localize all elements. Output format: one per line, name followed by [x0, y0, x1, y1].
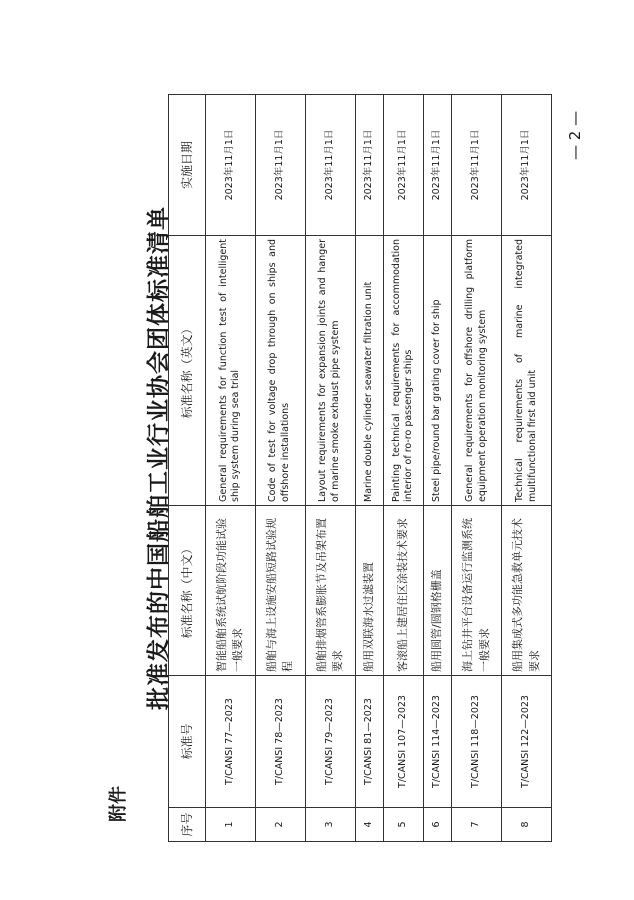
standards-table: [168, 94, 552, 842]
row-code: T/CANSI 78—2023: [255, 676, 305, 808]
row-date: 2023年11月1日: [206, 95, 256, 236]
row-name-cn: 船用双联海水过滤装置: [355, 506, 383, 676]
row-date: 2023年11月1日: [255, 95, 305, 236]
header-name-cn: 标准名称（中文）: [169, 506, 206, 676]
row-name-cn: 船舶与海上设施安船短路试验规程: [255, 506, 305, 676]
table-row: [355, 95, 383, 842]
row-code: T/CANSI 107—2023: [383, 676, 423, 808]
header-code: 标准号: [169, 676, 206, 808]
row-name-cn: 船用圆管/圆钢格栅盖: [423, 506, 451, 676]
row-name-en: Technical requirements of marine integrated multifunctional first aid unit: [502, 236, 552, 506]
attachment-label: 附件: [108, 786, 129, 822]
table-row: [383, 95, 423, 842]
row-code: T/CANSI 77—2023: [206, 676, 256, 808]
row-date: 2023年11月1日: [502, 95, 552, 236]
row-code: T/CANSI 79—2023: [305, 676, 355, 808]
standards-table-wrapper: [168, 95, 552, 842]
row-name-en: General requirements for offshore drilling platform equipment operation monitoring system: [452, 236, 502, 506]
row-code: T/CANSI 118—2023: [452, 676, 502, 808]
row-name-en: Painting technical requirements for accommodation interior of ro-ro passenger ships: [383, 236, 423, 506]
table-header-row: [169, 95, 206, 842]
row-no: 1: [206, 808, 256, 842]
row-name-en: General requirements for function test of intelligent ship system during sea trial: [206, 236, 256, 506]
row-name-cn: 船用集成式多功能急救单元技术要求: [502, 506, 552, 676]
header-name-en: 标准名称（英文）: [169, 236, 206, 506]
row-no: 6: [423, 808, 451, 842]
row-no: 5: [383, 808, 423, 842]
row-no: 7: [452, 808, 502, 842]
row-date: 2023年11月1日: [305, 95, 355, 236]
row-name-en: Code of test for voltage drop through on ships and offshore installations: [255, 236, 305, 506]
header-no: 序号: [169, 808, 206, 842]
row-no: 3: [305, 808, 355, 842]
table-row: [452, 95, 502, 842]
row-date: 2023年11月1日: [423, 95, 451, 236]
table-row: [502, 95, 552, 842]
row-name-cn: 船舶排烟管系膨胀节及吊架布置要求: [305, 506, 355, 676]
row-name-en: Marine double cylinder seawater filtration unit: [355, 236, 383, 506]
table-row: [206, 95, 256, 842]
row-name-cn: 智能船舶系统试航阶段功能试验一般要求: [206, 506, 256, 676]
row-date: 2023年11月1日: [355, 95, 383, 236]
row-no: 2: [255, 808, 305, 842]
row-code: T/CANSI 122—2023: [502, 676, 552, 808]
row-name-en: Steel pipe/round bar grating cover for ship: [423, 236, 451, 506]
row-name-cn: 海上钻井平台设备运行监测系统一般要求: [452, 506, 502, 676]
row-no: 8: [502, 808, 552, 842]
row-date: 2023年11月1日: [452, 95, 502, 236]
header-date: 实施日期: [169, 95, 206, 236]
page-title: 批准发布的中国船舶工业行业协会团体标准清单: [145, 206, 172, 710]
table-row: [305, 95, 355, 842]
row-code: T/CANSI 81—2023: [355, 676, 383, 808]
row-code: T/CANSI 114—2023: [423, 676, 451, 808]
table-row: [255, 95, 305, 842]
page-number: — 2 —: [566, 110, 584, 160]
row-date: 2023年11月1日: [383, 95, 423, 236]
row-name-en: Layout requirements for expansion joints and hanger of marine smoke exhaust pipe system: [305, 236, 355, 506]
table-row: [423, 95, 451, 842]
row-no: 4: [355, 808, 383, 842]
row-name-cn: 客滚船上建居住区涂装技术要求: [383, 506, 423, 676]
